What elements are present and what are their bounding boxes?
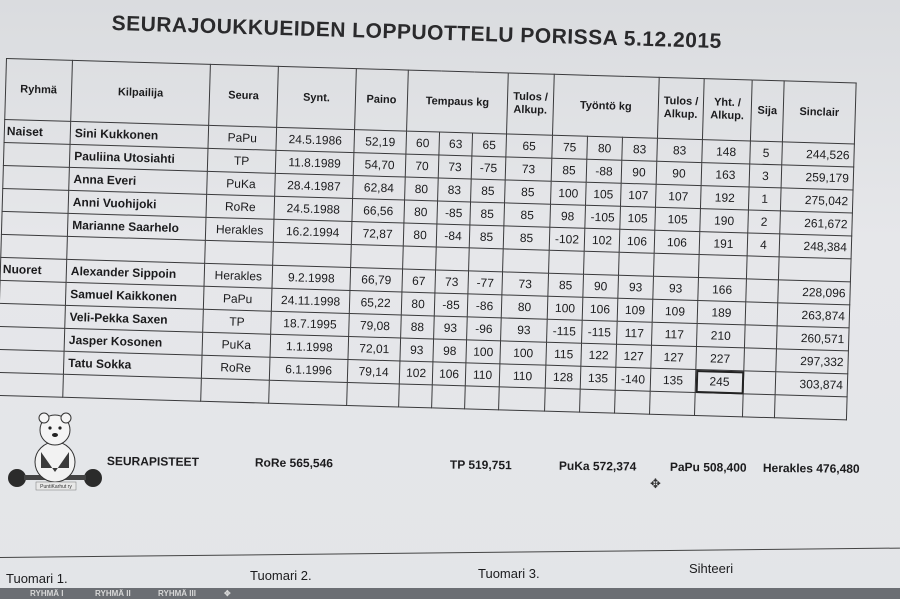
empty-cell: [580, 389, 616, 413]
cell-total: 245: [695, 369, 744, 393]
empty-cell: [503, 249, 550, 273]
cell-weight: 72,01: [348, 336, 401, 360]
header-place: Sija: [750, 80, 784, 142]
cell-sinclair: 260,571: [776, 326, 849, 351]
group-cell: [1, 211, 68, 236]
cell-sr: 100: [500, 341, 547, 365]
cell-c3: -140: [615, 367, 651, 391]
cell-weight: 65,22: [349, 291, 402, 315]
empty-cell: [545, 388, 581, 412]
judge-3-label: Tuomari 3.: [478, 566, 540, 581]
secretary-label: Sihteeri: [689, 561, 734, 576]
competitor-name: Veli-Pekka Saxen: [65, 305, 204, 332]
header-born: Synt.: [277, 66, 357, 129]
cell-place: 5: [750, 141, 783, 165]
group-cell: [0, 303, 65, 328]
cell-s3: 100: [466, 340, 501, 364]
cell-s3: 85: [471, 179, 506, 203]
cell-c1: 100: [547, 296, 583, 320]
cell-born: 28.4.1987: [275, 173, 354, 198]
cell-weight: 66,79: [350, 268, 403, 292]
logo-caption: PuntiKarhut ry: [40, 484, 72, 490]
cell-weight: 62,84: [353, 176, 406, 200]
cell-weight: 52,19: [354, 130, 407, 154]
empty-cell: [273, 242, 352, 267]
points-rore: RoRe 565,546: [254, 455, 334, 471]
mouse-cursor-icon: ✥: [650, 476, 661, 491]
cell-c3: 83: [622, 137, 658, 161]
cell-place: [744, 348, 777, 372]
cell-cr: 106: [654, 230, 700, 254]
cell-club: Herakles: [204, 263, 273, 288]
cell-c1: 98: [550, 204, 586, 228]
empty-cell: [436, 247, 470, 271]
group-cell: [3, 142, 70, 167]
cell-s2: 106: [432, 362, 466, 386]
cell-born: 1.1.1998: [270, 334, 349, 359]
empty-cell: [650, 391, 696, 415]
competitor-name: Jasper Kosonen: [64, 328, 203, 355]
cell-club: PuKa: [202, 332, 271, 357]
empty-cell: [746, 256, 779, 280]
empty-cell: [432, 385, 466, 409]
cell-s2: 83: [438, 178, 472, 202]
cell-s1: 80: [405, 177, 439, 201]
cell-s2: 98: [433, 339, 467, 363]
cell-s2: 93: [434, 316, 468, 340]
cell-c1: 128: [545, 365, 581, 389]
cell-s3: 65: [472, 133, 507, 157]
cell-c3: 93: [618, 275, 654, 299]
competitor-name: Marianne Saarhelo: [67, 213, 206, 240]
cell-s1: 102: [399, 361, 433, 385]
cell-total: 192: [700, 186, 749, 210]
cell-s2: 73: [438, 155, 472, 179]
cell-club: TP: [203, 309, 272, 334]
cell-s3: 85: [469, 225, 504, 249]
cell-weight: 66,56: [352, 199, 405, 223]
cell-cr: 127: [651, 345, 697, 369]
empty-cell: [615, 390, 651, 414]
cell-s2: -84: [436, 224, 470, 248]
results-body: [0, 119, 854, 419]
empty-cell: [205, 240, 274, 265]
cell-club: TP: [207, 148, 276, 173]
cell-s1: 70: [405, 154, 439, 178]
cell-sr: 73: [502, 272, 549, 296]
cell-weight: 54,70: [353, 153, 406, 177]
add-sheet-icon[interactable]: ✥: [224, 589, 231, 598]
empty-cell: [742, 394, 775, 418]
cell-sinclair: 244,526: [782, 142, 855, 167]
cell-cr: 107: [655, 184, 701, 208]
header-cj-result: Tulos / Alkup.: [657, 77, 704, 139]
cell-total: 190: [700, 209, 749, 233]
empty-cell: [63, 374, 202, 401]
group-cell: [0, 326, 65, 351]
competitor-name: Samuel Kaikkonen: [65, 282, 204, 309]
cell-c1: 115: [546, 342, 582, 366]
cell-weight: 79,14: [347, 359, 400, 383]
cell-place: 4: [747, 233, 780, 257]
points-tp: TP 519,751: [449, 457, 512, 473]
empty-cell: [0, 372, 63, 397]
empty-cell: [351, 245, 404, 269]
cell-s3: -77: [468, 271, 503, 295]
cell-club: RoRe: [206, 194, 275, 219]
empty-cell: [694, 392, 743, 416]
cell-place: 2: [748, 210, 781, 234]
cell-c3: 106: [619, 229, 655, 253]
cell-s3: -86: [467, 294, 502, 318]
cell-c3: 109: [617, 298, 653, 322]
empty-cell: [469, 248, 504, 272]
competitor-name: Anni Vuohijoki: [68, 190, 207, 217]
summary-label: SEURAPISTEET: [106, 454, 200, 469]
cell-s2: -85: [434, 293, 468, 317]
cell-s3: 85: [470, 202, 505, 226]
cell-sr: 93: [501, 318, 548, 342]
cell-c2: 90: [583, 274, 619, 298]
cell-born: 16.2.1994: [273, 219, 352, 244]
empty-cell: [201, 378, 270, 403]
group-cell: [3, 165, 70, 190]
cell-c1: -102: [549, 227, 585, 251]
cell-club: RoRe: [201, 355, 270, 380]
empty-cell: [774, 395, 847, 420]
cell-sinclair: 248,384: [779, 234, 852, 259]
header-sinclair: Sinclair: [782, 81, 856, 144]
cell-sr: 85: [504, 203, 551, 227]
cell-weight: 79,08: [349, 313, 402, 337]
sheet-title: SEURAJOUKKUEIDEN LOPPUOTTELU PORISSA 5.12.2015: [111, 12, 723, 54]
cell-place: [746, 279, 779, 303]
cell-c3: 107: [620, 183, 656, 207]
cell-c3: 117: [617, 321, 653, 345]
cell-sinclair: 297,332: [776, 349, 849, 374]
polar-bear-weightlifter-icon: [8, 413, 102, 490]
cell-s3: -96: [467, 317, 502, 341]
empty-cell: [269, 380, 348, 405]
cell-c1: 85: [548, 273, 584, 297]
cell-c2: 122: [581, 343, 617, 367]
sheet-tab-group-1[interactable]: RYHMÄ I: [30, 589, 64, 598]
cell-s1: 88: [401, 315, 435, 339]
cell-s1: 67: [402, 269, 436, 293]
cell-club: PuKa: [207, 171, 276, 196]
footer-divider: [0, 548, 900, 558]
club-points-summary: [107, 454, 887, 482]
empty-cell: [499, 387, 546, 411]
group-cell: [0, 280, 66, 305]
cell-sr: 65: [506, 134, 553, 158]
cell-sr: 80: [501, 295, 548, 319]
cell-c2: 135: [580, 366, 616, 390]
cell-s3: -75: [471, 156, 506, 180]
cell-sinclair: 259,179: [781, 165, 854, 190]
cell-s1: 80: [403, 223, 437, 247]
group-cell: [2, 188, 69, 213]
results-table: [0, 58, 857, 420]
cell-c2: 102: [584, 228, 620, 252]
competitor-name: Pauliina Utosiahti: [69, 144, 208, 171]
cell-born: 24.5.1986: [276, 127, 355, 152]
sheet-tab-group-3[interactable]: RYHMÄ III: [158, 589, 196, 598]
cell-cr: 90: [656, 161, 702, 185]
cell-club: PaPu: [203, 286, 272, 311]
cell-born: 6.1.1996: [269, 357, 348, 382]
cell-sinclair: 261,672: [780, 211, 853, 236]
cell-s2: -85: [437, 201, 471, 225]
group-label: Nuoret: [0, 257, 67, 282]
cell-born: 9.2.1998: [272, 265, 351, 290]
empty-cell: [347, 382, 400, 406]
cell-s1: 93: [400, 338, 434, 362]
cell-place: [745, 302, 778, 326]
cell-born: 11.8.1989: [275, 150, 354, 175]
points-herakles: Herakles 476,480: [762, 460, 860, 476]
cell-cr: 83: [657, 138, 703, 162]
cell-c3: 105: [620, 206, 656, 230]
cell-c1: -115: [547, 319, 583, 343]
cell-total: 191: [699, 232, 748, 256]
competitor-name: Anna Everi: [69, 167, 208, 194]
cell-c1: 100: [551, 181, 587, 205]
judge-1-label: Tuomari 1.: [6, 571, 68, 586]
cell-s2: 63: [439, 132, 473, 156]
cell-cr: 105: [655, 207, 701, 231]
cell-total: 227: [696, 347, 745, 371]
cell-place: [744, 325, 777, 349]
points-puka: PuKa 572,374: [558, 458, 637, 474]
empty-cell: [465, 386, 500, 410]
header-clean-jerk: Työntö kg: [553, 74, 660, 138]
header-snatch: Tempaus kg: [407, 70, 509, 134]
cell-weight: 72,87: [351, 222, 404, 246]
cell-born: 24.11.1998: [271, 288, 350, 313]
cell-club: Herakles: [205, 217, 274, 242]
cell-s1: 60: [406, 131, 440, 155]
competitor-name: Alexander Sippoin: [66, 259, 205, 286]
header-club: Seura: [209, 64, 279, 127]
empty-cell: [584, 251, 620, 275]
cell-sr: 110: [499, 364, 546, 388]
cell-c3: 90: [621, 160, 657, 184]
group-cell: [0, 349, 64, 374]
cell-sinclair: 263,874: [777, 303, 850, 328]
cell-c2: -105: [585, 205, 621, 229]
cell-c2: -115: [582, 320, 618, 344]
cell-cr: 135: [650, 368, 696, 392]
empty-cell: [399, 384, 433, 408]
cell-c2: -88: [586, 159, 622, 183]
cell-club: PaPu: [208, 125, 277, 150]
group-label: Naiset: [4, 119, 71, 144]
empty-cell: [1, 234, 68, 259]
points-papu: PaPu 508,400: [669, 459, 747, 475]
cell-sinclair: 228,096: [778, 280, 851, 305]
cell-born: 24.5.1988: [274, 196, 353, 221]
empty-cell: [549, 250, 585, 274]
cell-total: 166: [698, 278, 747, 302]
cell-cr: 93: [653, 276, 699, 300]
cell-cr: 117: [651, 322, 697, 346]
sheet-tab-group-2[interactable]: RYHMÄ II: [95, 589, 131, 598]
header-total: Yht. / Alkup.: [702, 79, 752, 141]
empty-cell: [778, 257, 851, 282]
cell-c1: 75: [552, 135, 588, 159]
competitor-name: Tatu Sokka: [63, 351, 202, 378]
header-weight: Paino: [355, 69, 409, 131]
cell-sinclair: 275,042: [780, 188, 853, 213]
cell-s1: 80: [404, 200, 438, 224]
empty-cell: [618, 252, 654, 276]
cell-sr: 85: [505, 180, 552, 204]
sheet-tab-bar: [0, 588, 900, 599]
cell-sinclair: 303,874: [775, 372, 848, 397]
header-snatch-result: Tulos / Alkup.: [507, 73, 555, 135]
cell-total: 189: [697, 301, 746, 325]
cell-total: 210: [696, 324, 745, 348]
competitor-name: Sini Kukkonen: [70, 121, 209, 148]
club-logo: [6, 408, 104, 494]
cell-c2: 80: [587, 136, 623, 160]
cell-c2: 106: [582, 297, 618, 321]
cell-place: [743, 371, 776, 395]
cell-s1: 80: [401, 292, 435, 316]
cell-place: 1: [748, 187, 781, 211]
cell-place: 3: [749, 164, 782, 188]
cell-c3: 127: [616, 344, 652, 368]
cell-born: 18.7.1995: [271, 311, 350, 336]
cell-s3: 110: [465, 363, 500, 387]
results-table-wrap: [0, 58, 857, 420]
cell-sr: 85: [503, 226, 550, 250]
cell-c1: 85: [551, 158, 587, 182]
header-group: Ryhmä: [5, 59, 73, 122]
empty-cell: [653, 253, 699, 277]
cell-total: 148: [702, 140, 751, 164]
cell-sr: 73: [505, 157, 552, 181]
empty-cell: [403, 246, 437, 270]
cell-cr: 109: [652, 299, 698, 323]
cell-c2: 105: [586, 182, 622, 206]
header-competitor: Kilpailija: [71, 60, 211, 125]
cell-s2: 73: [435, 270, 469, 294]
cell-total: 163: [701, 163, 750, 187]
judge-2-label: Tuomari 2.: [250, 568, 312, 583]
empty-cell: [698, 255, 747, 279]
